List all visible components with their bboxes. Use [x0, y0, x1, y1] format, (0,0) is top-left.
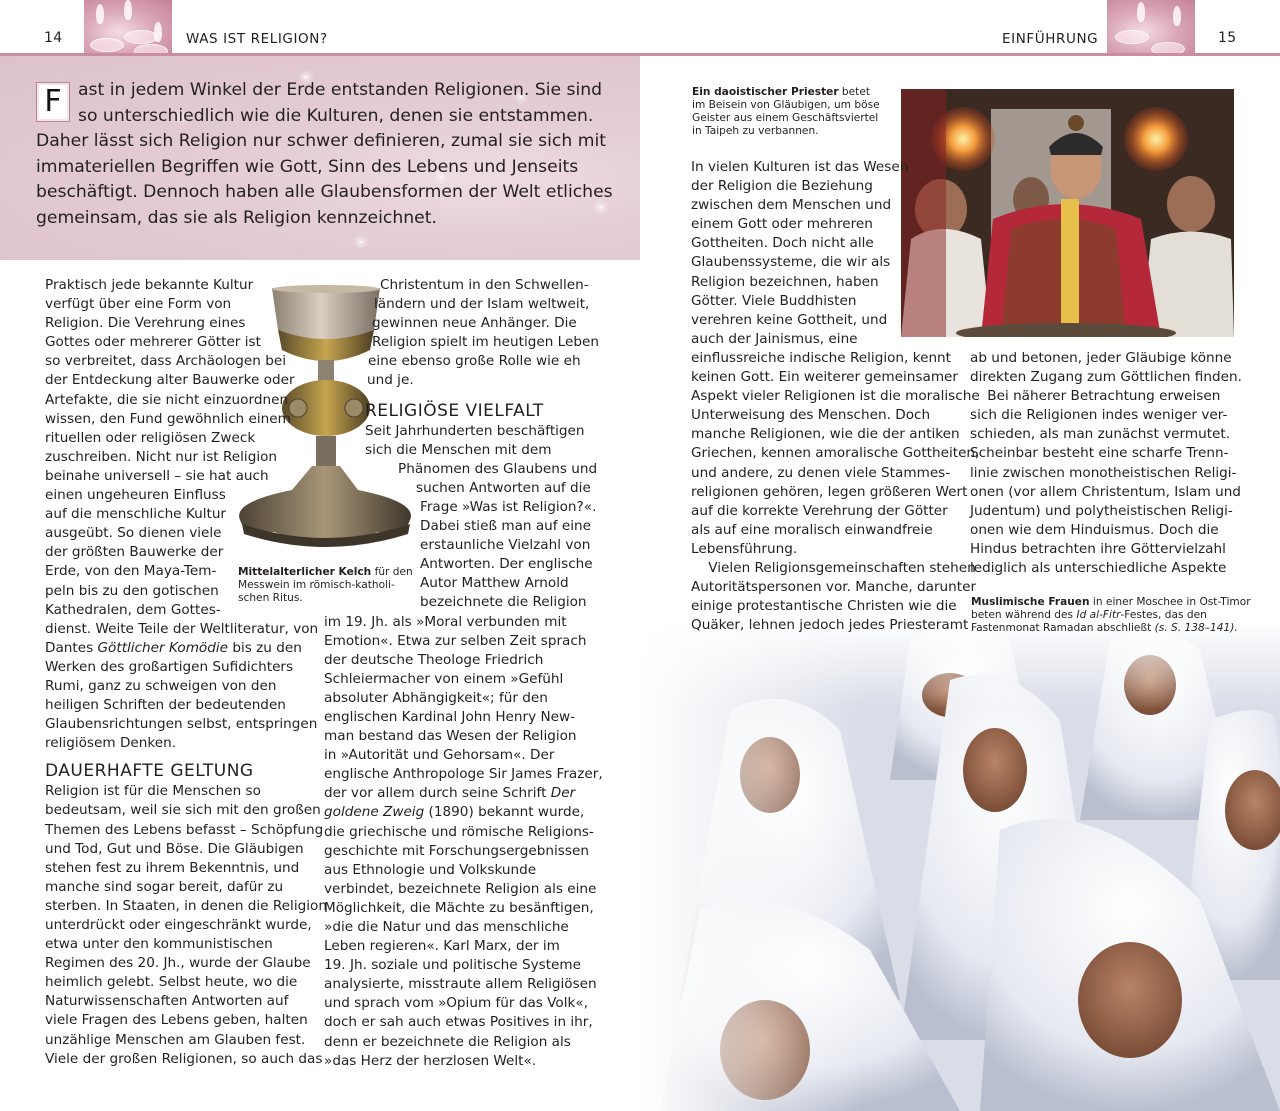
- intro-line: immateriellen Begriffen wie Gott, Sinn des Lebens und Jenseits: [36, 156, 579, 177]
- candles-thumbnail-right: [1107, 0, 1195, 53]
- text-line: als auf eine moralisch einwandfreie: [691, 521, 933, 538]
- intro-paragraph: [36, 78, 613, 231]
- text-line: im 19. Jh. als »Moral verbunden mit: [324, 613, 567, 630]
- flame-shape: [1173, 6, 1181, 26]
- text-line: gewinnen neue Anhänger. Die: [372, 315, 577, 332]
- intro-line: beschäftigt. Dennoch haben alle Glaubensformen der Welt etliches: [36, 182, 613, 202]
- text-line: sich die Menschen mit dem: [365, 441, 552, 458]
- text-line: Möglichkeit, die Mächte zu besänftigen,: [324, 899, 594, 916]
- priest-caption: [692, 86, 892, 138]
- caption-text: Messwein im römisch-katholi-: [238, 579, 395, 591]
- section-heading: RELIGIÖSE VIELFALT: [365, 400, 544, 421]
- caption-text: im Beisein von Gläubigen, um böse: [692, 99, 880, 111]
- text-line: Schleiermacher von einem »Gefühl: [324, 670, 564, 687]
- flame-shape: [124, 0, 132, 20]
- intro-line: ast in jedem Winkel der Erde entstanden Religionen. Sie sind: [78, 80, 603, 100]
- left-running-title: WAS IST RELIGION?: [186, 31, 328, 47]
- page-header: [0, 0, 1280, 56]
- text-line: Griechen, kennen amoralische Gottheiten,: [691, 445, 980, 462]
- text-line: einflussreiche indische Religion, kennt: [691, 349, 951, 366]
- text-line: 19. Jh. soziale und politische Systeme: [324, 957, 582, 974]
- text-line: viele Fragen des Lebens geben, halten: [45, 1012, 308, 1029]
- text-line: Dantes Göttlicher Komödie bis zu den: [45, 639, 302, 656]
- text-line: manche sind sogar bereit, dafür zu: [45, 878, 284, 895]
- text-line: Erde, von den Maya-Tem-: [45, 563, 217, 580]
- text-line: Religion bezeichnen, haben: [691, 273, 879, 290]
- text-line: suchen Antworten auf die: [416, 479, 591, 496]
- text-line: beinahe universell – sie hat auch: [45, 467, 269, 484]
- sparkle: [360, 241, 362, 243]
- text-line: Religion. Die Verehrung eines: [45, 315, 246, 332]
- italic-title: goldene Zweig: [324, 804, 425, 821]
- text-line: auf die korrekte Verehrung der Götter: [691, 502, 948, 519]
- text-line: Glaubenssysteme, die wir als: [691, 254, 891, 271]
- text-line: Bei näherer Betrachtung erweisen: [970, 388, 1221, 405]
- text-line: der Religion die Beziehung: [691, 178, 873, 195]
- text-line: verbindet, bezeichnete Religion als eine: [324, 880, 597, 897]
- text-line: der vor allem durch seine Schrift Der: [324, 785, 576, 802]
- text-line: Rumi, ganz zu schweigen von den: [45, 677, 277, 694]
- text-line: Christentum in den Schwellen-: [380, 277, 589, 293]
- candle-shape: [1151, 42, 1185, 53]
- text-line: Quäker, lehnen jedoch jedes Priesteramt: [691, 617, 969, 634]
- text-line: keinen Gott. Ein weiterer gemeinsamer: [691, 369, 959, 386]
- text-line: Scheinbar besteht eine scharfe Trenn-: [970, 445, 1229, 462]
- text-line: Emotion«. Etwa zur selben Zeit sprach: [324, 632, 587, 649]
- text-line: wissen, den Fund gewöhnlich einem: [45, 410, 291, 427]
- candles-thumbnail-left: [84, 0, 172, 53]
- text-line: eine ebenso große Rolle wie eh: [368, 353, 581, 370]
- text-line: verehren keine Gottheit, und: [691, 311, 888, 328]
- text-line: zuschreiben. Nicht nur ist Religion: [45, 448, 278, 465]
- caption-text: in einer Moschee in Ost-Timor: [1089, 596, 1251, 608]
- text-line: Leben regieren«. Karl Marx, der im: [324, 938, 560, 955]
- caption-bold: Muslimische Frauen: [971, 596, 1090, 608]
- text-line: absoluter Abhängigkeit«; für den: [324, 689, 548, 706]
- text-line: aus Ethnologie und Volkskunde: [324, 861, 537, 878]
- muslim-women-praying-image: [640, 620, 1280, 1111]
- text-line: Gottes oder mehrerer Götter ist: [45, 334, 261, 351]
- text-line: verfügt über eine Form von: [45, 296, 232, 313]
- text-line: heimlich gelebt. Selbst heute, wo die: [45, 974, 298, 991]
- flame-shape: [96, 4, 104, 24]
- text-line: und Tod, Gut und Böse. Die Gläubigen: [45, 840, 304, 857]
- text-line: Religion ist für die Menschen so: [45, 783, 261, 800]
- text-line: Dabei stieß man auf eine: [420, 518, 592, 535]
- caption-bold: Mittelalterlicher Kelch: [238, 566, 372, 578]
- caption-text: schen Ritus.: [238, 592, 303, 604]
- text-line: onen wie dem Hinduismus. Doch die: [970, 521, 1219, 538]
- text-line: In vielen Kulturen ist das Wesen: [691, 159, 909, 175]
- text-line: Seit Jahrhunderten beschäftigen: [365, 422, 585, 439]
- caption-text: beten während des Id al-Fitr-Festes, das den: [971, 609, 1207, 621]
- text-line: geschichte mit Forschungsergebnissen: [324, 842, 589, 859]
- text-line: stehen fest zu ihrem Bekenntnis, und: [45, 859, 300, 876]
- text-line: manche Religionen, wie die der antiken: [691, 426, 960, 443]
- text-line: Vielen Religionsgemeinschaften stehen: [691, 559, 976, 576]
- text-line: man bestand das Wesen der Religion: [324, 728, 577, 745]
- candle-shape: [1115, 30, 1149, 44]
- text-line: Praktisch jede bekannte Kultur: [45, 277, 254, 293]
- women-caption: [971, 596, 1251, 635]
- text-line: Glaubensrichtungen selbst, entspringen: [45, 716, 318, 733]
- text-line: Unterweisung des Menschen. Doch: [691, 407, 931, 424]
- text-line: dienst. Weite Teile der Weltliteratur, von: [45, 620, 319, 637]
- text-line: Viele der großen Religionen, so auch das: [45, 1050, 323, 1067]
- text-line: englischen Kardinal John Henry New-: [324, 708, 576, 725]
- text-line: der deutsche Theologe Friedrich: [324, 651, 544, 668]
- section-heading: DAUERHAFTE GELTUNG: [45, 761, 254, 782]
- drop-cap: F: [36, 82, 70, 122]
- right-running-title: EINFÜHRUNG: [1002, 31, 1099, 47]
- text-line: unzählige Menschen am Glauben fest.: [45, 1031, 306, 1048]
- text-line: englische Anthropologe Sir James Frazer,: [324, 766, 603, 783]
- text-line: so verbreitet, dass Archäologen bei: [45, 353, 287, 370]
- text-line: Lebensführung.: [691, 540, 798, 557]
- intro-panel: [0, 56, 640, 260]
- text-line: Regimen des 20. Jh., wurde der Glaube: [45, 955, 311, 972]
- text-line: etwa unter den kommunistischen: [45, 936, 273, 953]
- intro-line: gemeinsam, das sie als Religion kennzeichnet.: [36, 207, 437, 228]
- text-line: Artefakte, die sie nicht einzuordnen: [45, 391, 289, 408]
- text-line: Themen des Lebens befasst – Schöpfung: [45, 821, 324, 838]
- text-line: Autor Matthew Arnold: [420, 575, 569, 592]
- text-line: sterben. In Staaten, in denen die Religion: [45, 897, 327, 914]
- text-line: ausgeübt. So dienen viele: [45, 525, 222, 542]
- text-line: analysierte, misstraute allem Religiösen: [324, 976, 597, 993]
- text-line: auf die menschliche Kultur: [45, 506, 227, 523]
- text-line: Naturwissenschaften Antworten auf: [45, 993, 289, 1010]
- text-line: erstaunliche Vielzahl von: [420, 537, 591, 554]
- text-line: Werken des großartigen Sufidichters: [45, 658, 294, 675]
- text-line: linie zwischen monotheistischen Religi-: [970, 464, 1237, 481]
- caption-bold: Ein daoistischer Priester: [692, 86, 839, 98]
- candle-shape: [90, 38, 124, 52]
- text-line: einen ungeheuren Einfluss: [45, 487, 226, 504]
- right-page-number: 15: [1218, 30, 1237, 46]
- text-line: goldene Zweig (1890) bekannt wurde,: [324, 804, 585, 821]
- text-line: »das Herz der herzlosen Welt«.: [324, 1052, 537, 1069]
- text-line: heiligen Schriften der bedeutenden: [45, 697, 286, 714]
- column-2: [324, 276, 603, 1071]
- column-4: [970, 349, 1240, 578]
- text-line: onen (vor allem Christentum, Islam und: [970, 483, 1241, 500]
- italic-title: Der: [550, 785, 576, 802]
- text-line: lediglich als unterschiedliche Aspekte: [970, 560, 1227, 577]
- text-line: religionen gehören, legen größeren Wert: [691, 483, 968, 500]
- sparkle: [600, 206, 602, 208]
- text-line: doch er sah auch etwas Positives in ihr,: [324, 1014, 593, 1031]
- text-line: Phänomen des Glaubens und: [398, 460, 598, 477]
- intro-line: Daher lässt sich Religion nur schwer definieren, zumal sie sich mit: [36, 131, 606, 151]
- italic-title: Göttlicher Komödie: [97, 639, 229, 656]
- text-line: sich die Religionen indes weniger ver-: [970, 407, 1228, 424]
- text-line: rituellen oder religiösen Zweck: [45, 429, 256, 446]
- text-line: einige protestantische Christen wie die: [691, 598, 957, 615]
- text-line: direkten Zugang zum Göttlichen finden.: [970, 369, 1242, 386]
- text-line: Autoritätspersonen vor. Manche, darunter: [691, 579, 977, 596]
- text-line: bezeichnete die Religion: [420, 594, 587, 611]
- text-line: denn er bezeichnete die Religion als: [324, 1033, 571, 1050]
- flame-shape: [154, 22, 162, 42]
- candle-shape: [124, 30, 158, 44]
- text-line: Judentum) und polytheistischen Religi-: [970, 502, 1233, 519]
- caption-text: für den: [371, 566, 413, 578]
- text-line: peln bis zu den gotischen: [45, 582, 219, 599]
- text-line: bedeutsam, weil sie sich mit den großen: [45, 802, 321, 819]
- caption-text: betet: [838, 86, 870, 98]
- text-line: zwischen dem Menschen und: [691, 197, 892, 214]
- text-line: ab und betonen, jeder Gläubige könne: [970, 350, 1232, 366]
- text-line: der größten Bauwerke der: [45, 544, 224, 561]
- text-line: Kathedralen, dem Gottes-: [45, 601, 221, 618]
- text-line: Hindus betrachten ihre Göttervielzahl: [970, 540, 1226, 557]
- text-line: Gottheiten. Doch nicht alle: [691, 235, 874, 252]
- text-line: und je.: [367, 372, 414, 389]
- text-line: und andere, zu denen viele Stammes-: [691, 464, 951, 481]
- text-line: in »Autorität und Gehorsam«. Der: [324, 747, 555, 764]
- left-page-number: 14: [44, 30, 63, 46]
- text-line: und sprach vom »Opium für das Volk«,: [324, 995, 589, 1012]
- text-line: einem Gott oder mehreren: [691, 216, 873, 233]
- text-line: der Entdeckung alter Bauwerke oder: [45, 372, 295, 389]
- caption-text: in Taipeh zu verbannen.: [692, 125, 819, 137]
- text-line: die griechische und römische Religions-: [324, 823, 594, 840]
- flame-shape: [1137, 2, 1145, 22]
- text-line: »die die Natur und das menschliche: [324, 919, 569, 935]
- text-line: Götter. Viele Buddhisten: [691, 292, 857, 309]
- caption-text: Geister aus einem Geschäftsviertel: [692, 112, 879, 124]
- text-line: religiösem Denken.: [45, 735, 177, 752]
- caption-text: Fastenmonat Ramadan abschließt (s. S. 138–141).: [971, 622, 1238, 634]
- intro-line: so unterschiedlich wie die Kulturen, denen sie entstammen.: [78, 105, 594, 126]
- candle-shape: [134, 44, 168, 53]
- column-3: [691, 158, 980, 635]
- text-line: Antworten. Der englische: [420, 556, 593, 573]
- text-line: Religion spielt im heutigen Leben: [372, 334, 599, 351]
- text-line: auch der Jainismus, eine: [691, 330, 858, 347]
- text-line: Frage »Was ist Religion?«.: [420, 498, 597, 515]
- text-line: ländern und der Islam weltweit,: [374, 296, 590, 313]
- text-line: schieden, als man zunächst vermutet.: [970, 426, 1231, 443]
- text-line: unterdrückt oder eingeschränkt wurde,: [45, 917, 312, 933]
- text-line: Aspekt vieler Religionen ist die moralische: [691, 388, 980, 405]
